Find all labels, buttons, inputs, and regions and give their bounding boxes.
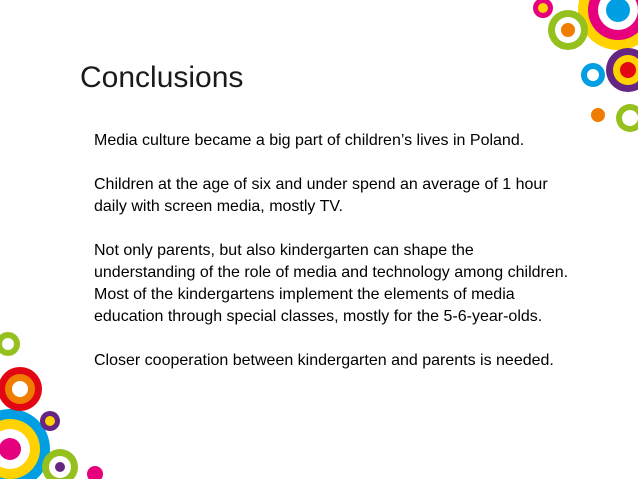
slide-title: Conclusions: [80, 61, 244, 94]
paragraph-screen-time: Children at the age of six and under spend an average of 1 hour daily with screen media, mostly TV.: [94, 176, 548, 215]
paragraph-cooperation: Closer cooperation between kindergarten and parents is needed.: [94, 352, 554, 369]
decorative-circles-top-right: [488, 0, 638, 150]
paragraph-kindergarten-role: Not only parents, but also kindergarten can shape the understanding of the role of media and technology among children. Most of the kindergartens implement the elements of media education through special classes, mostly for the 5-6-year-olds.: [94, 242, 569, 325]
paragraph-media-culture: Media culture became a big part of children’s lives in Poland.: [94, 132, 525, 149]
slide-body: [94, 130, 574, 394]
